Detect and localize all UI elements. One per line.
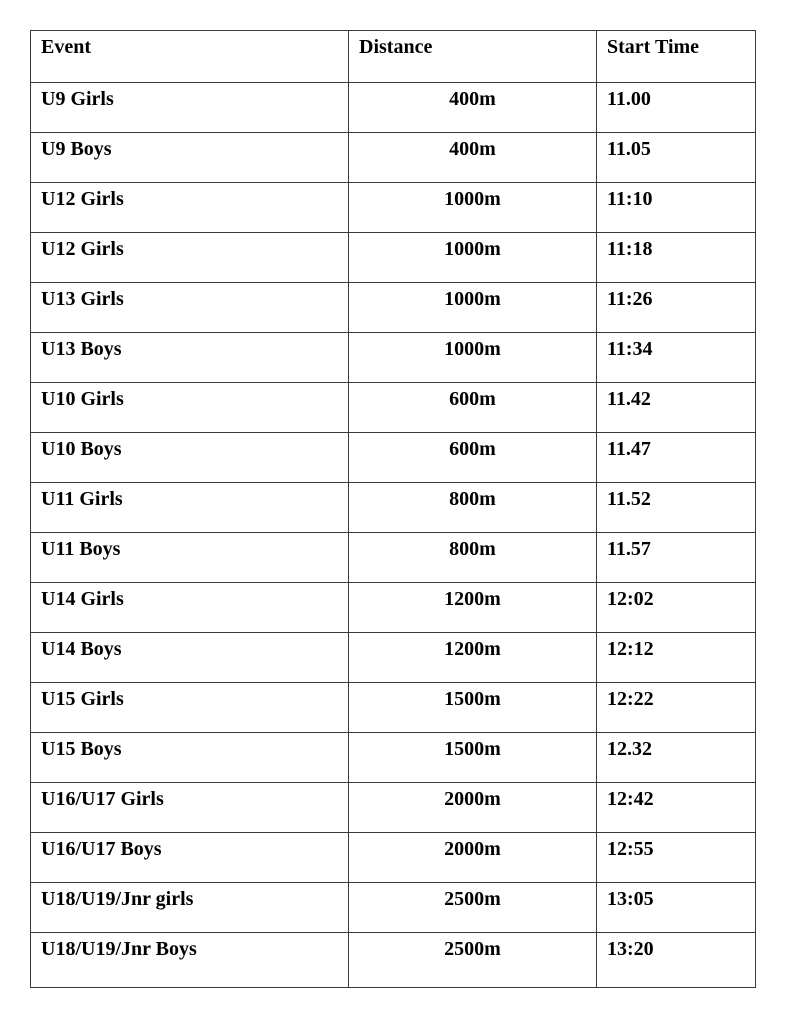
event-cell: U12 Girls xyxy=(31,183,349,233)
distance-cell: 1000m xyxy=(349,333,597,383)
distance-cell: 1200m xyxy=(349,583,597,633)
start-time-cell: 12:42 xyxy=(597,783,756,833)
event-cell: U18/U19/Jnr girls xyxy=(31,883,349,933)
distance-cell: 2500m xyxy=(349,883,597,933)
start-time-cell: 11:10 xyxy=(597,183,756,233)
table-row xyxy=(31,683,756,733)
table-row xyxy=(31,333,756,383)
table-row xyxy=(31,933,756,988)
start-time-cell: 11.57 xyxy=(597,533,756,583)
race-schedule-table xyxy=(30,30,756,988)
table-row xyxy=(31,833,756,883)
table-row xyxy=(31,233,756,283)
distance-cell: 800m xyxy=(349,533,597,583)
event-cell: U10 Boys xyxy=(31,433,349,483)
distance-cell: 600m xyxy=(349,433,597,483)
table-row xyxy=(31,283,756,333)
table-row xyxy=(31,633,756,683)
table-header-row xyxy=(31,31,756,83)
event-cell: U11 Boys xyxy=(31,533,349,583)
event-cell: U9 Girls xyxy=(31,83,349,133)
event-cell: U15 Boys xyxy=(31,733,349,783)
start-time-cell: 11.42 xyxy=(597,383,756,433)
distance-cell: 1500m xyxy=(349,733,597,783)
distance-cell: 800m xyxy=(349,483,597,533)
table-row xyxy=(31,883,756,933)
distance-cell: 2000m xyxy=(349,783,597,833)
start-time-cell: 11:18 xyxy=(597,233,756,283)
event-cell: U18/U19/Jnr Boys xyxy=(31,933,349,988)
start-time-cell: 13:20 xyxy=(597,933,756,988)
table-body xyxy=(31,83,756,988)
distance-cell: 2000m xyxy=(349,833,597,883)
event-cell: U10 Girls xyxy=(31,383,349,433)
start-time-cell: 11.47 xyxy=(597,433,756,483)
start-time-cell: 12:55 xyxy=(597,833,756,883)
table-row xyxy=(31,583,756,633)
table-row xyxy=(31,533,756,583)
distance-cell: 1000m xyxy=(349,283,597,333)
start-time-cell: 12:22 xyxy=(597,683,756,733)
event-cell: U16/U17 Girls xyxy=(31,783,349,833)
start-time-cell: 11:26 xyxy=(597,283,756,333)
table-row xyxy=(31,733,756,783)
event-cell: U13 Girls xyxy=(31,283,349,333)
header-event: Event xyxy=(31,31,349,83)
distance-cell: 400m xyxy=(349,133,597,183)
start-time-cell: 13:05 xyxy=(597,883,756,933)
event-cell: U16/U17 Boys xyxy=(31,833,349,883)
distance-cell: 1200m xyxy=(349,633,597,683)
header-distance: Distance xyxy=(349,31,597,83)
event-cell: U11 Girls xyxy=(31,483,349,533)
start-time-cell: 11.05 xyxy=(597,133,756,183)
distance-cell: 1000m xyxy=(349,183,597,233)
table-row xyxy=(31,483,756,533)
start-time-cell: 12:12 xyxy=(597,633,756,683)
distance-cell: 2500m xyxy=(349,933,597,988)
start-time-cell: 11.52 xyxy=(597,483,756,533)
table-row xyxy=(31,183,756,233)
distance-cell: 400m xyxy=(349,83,597,133)
event-cell: U12 Girls xyxy=(31,233,349,283)
table-row xyxy=(31,83,756,133)
event-cell: U13 Boys xyxy=(31,333,349,383)
event-cell: U15 Girls xyxy=(31,683,349,733)
distance-cell: 600m xyxy=(349,383,597,433)
event-cell: U9 Boys xyxy=(31,133,349,183)
table-row xyxy=(31,383,756,433)
table-row xyxy=(31,783,756,833)
header-start-time: Start Time xyxy=(597,31,756,83)
start-time-cell: 12:02 xyxy=(597,583,756,633)
event-cell: U14 Boys xyxy=(31,633,349,683)
distance-cell: 1500m xyxy=(349,683,597,733)
table-row xyxy=(31,433,756,483)
start-time-cell: 12.32 xyxy=(597,733,756,783)
start-time-cell: 11:34 xyxy=(597,333,756,383)
table-row xyxy=(31,133,756,183)
event-cell: U14 Girls xyxy=(31,583,349,633)
distance-cell: 1000m xyxy=(349,233,597,283)
start-time-cell: 11.00 xyxy=(597,83,756,133)
